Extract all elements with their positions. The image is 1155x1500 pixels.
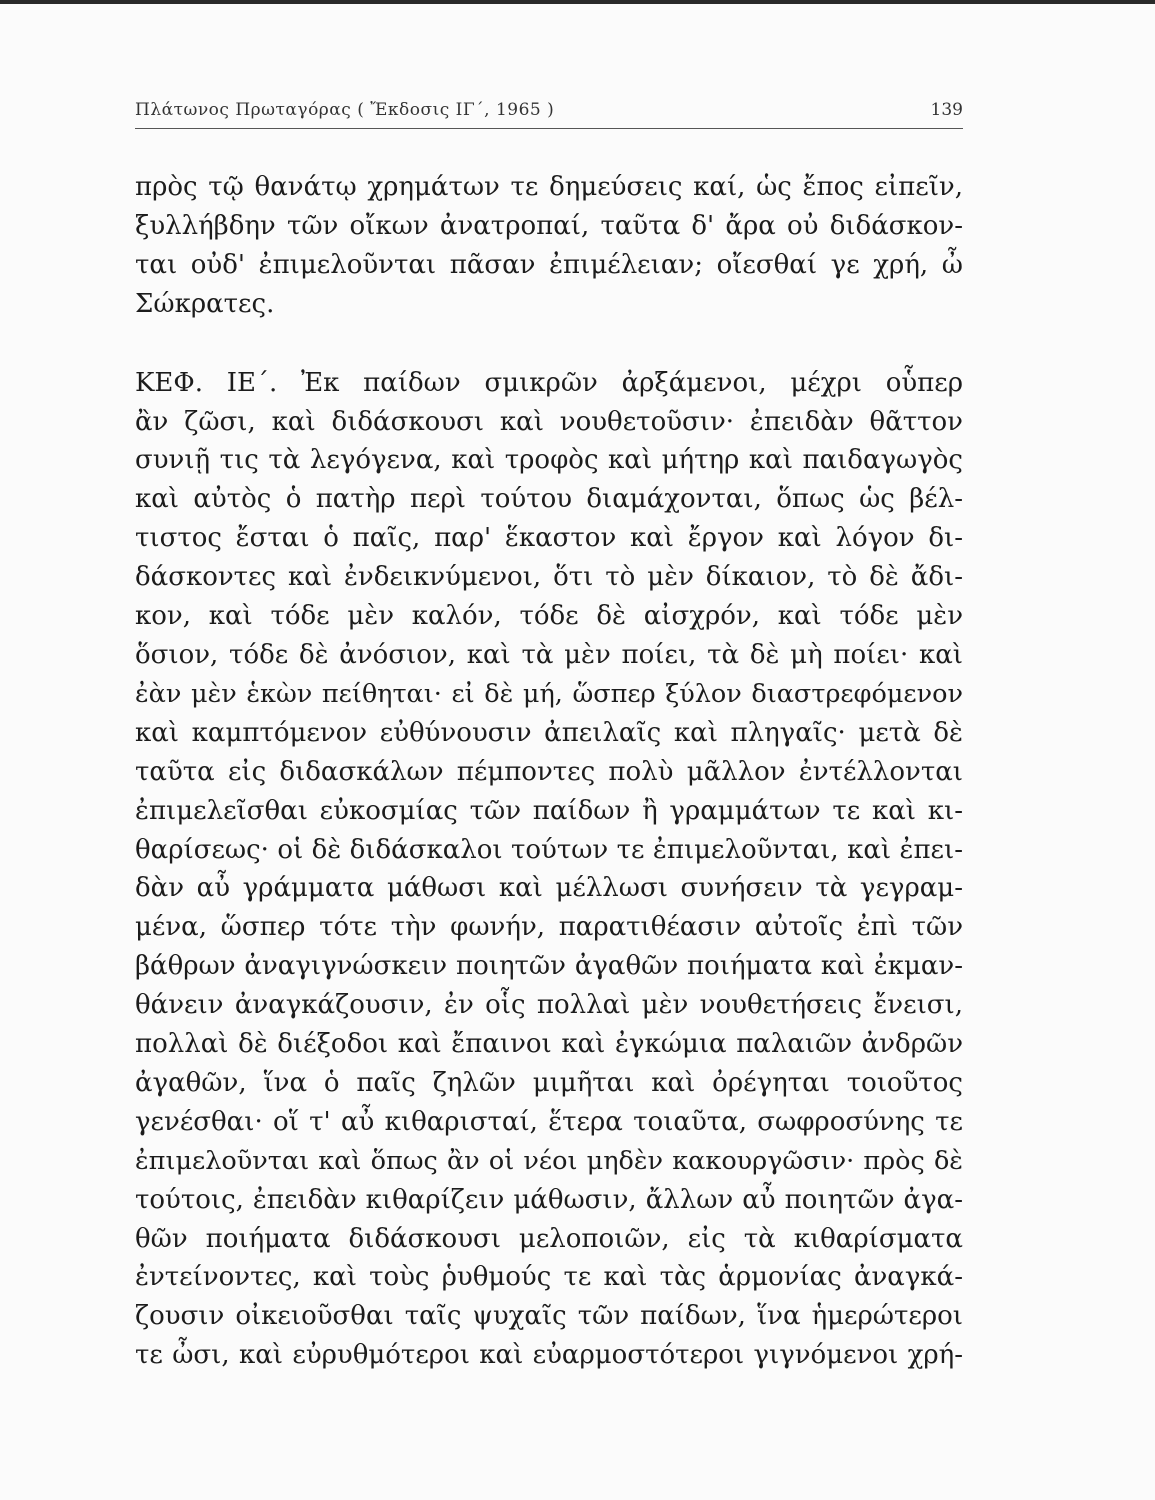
paragraph-1 (135, 168, 963, 324)
text-line: Σώκρατες. (135, 288, 275, 319)
text-line: ἐπιμελεῖσθαι εὐκοσμίας τῶν παίδων ἢ γραμμάτων τε καὶ κι- (135, 795, 963, 826)
text-line: γενέσθαι· οἵ τ' αὖ κιθαρισταί, ἕτερα τοιαῦτα, σωφροσύνης τε (135, 1106, 963, 1137)
text-line: ζουσιν οἰκειοῦσθαι ταῖς ψυχαῖς τῶν παίδων, ἵνα ἡμερώτεροι (135, 1301, 963, 1332)
text-line: τε ὦσι, καὶ εὐρυθμότεροι καὶ εὐαρμοστότεροι γιγνόμενοι χρή- (135, 1340, 963, 1371)
text-line: θῶν ποιήματα διδάσκουσι μελοποιῶν, εἰς τὰ κιθαρίσματα (135, 1223, 963, 1254)
header-rule (135, 128, 963, 129)
text-line: ταῦτα εἰς διδασκάλων πέμποντες πολὺ μᾶλλον ἐντέλλονται (135, 756, 963, 787)
page-header (135, 100, 963, 130)
top-edge-rule (0, 0, 1155, 4)
body-text (135, 168, 963, 1375)
text-line: πολλαὶ δὲ διέξοδοι καὶ ἔπαινοι καὶ ἐγκώμια παλαιῶν ἀνδρῶν (135, 1029, 963, 1060)
paragraph-gap (135, 324, 963, 364)
text-line: τούτοις, ἐπειδὰν κιθαρίζειν μάθωσιν, ἄλλων αὖ ποιητῶν ἀγα- (135, 1184, 963, 1215)
text-line: θαρίσεως· οἱ δὲ διδάσκαλοι τούτων τε ἐπιμελοῦνται, καὶ ἐπει- (135, 834, 963, 865)
text-line: καὶ καμπτόμενον εὐθύνουσιν ἀπειλαῖς καὶ πληγαῖς· μετὰ δὲ (135, 717, 963, 748)
text-line: ἂν ζῶσι, καὶ διδάσκουσι καὶ νουθετοῦσιν· ἐπειδὰν θᾶττον (135, 406, 963, 437)
text-line: βάθρων ἀναγιγνώσκειν ποιητῶν ἀγαθῶν ποιήματα καὶ ἐκμαν- (135, 951, 963, 982)
text-line: ται οὐδ' ἐπιμελοῦνται πᾶσαν ἐπιμέλειαν; οἴεσθαί γε χρή, ὦ (135, 249, 963, 280)
text-line: τιστος ἔσται ὁ παῖς, παρ' ἕκαστον καὶ ἔργον καὶ λόγον δι- (135, 523, 963, 554)
text-line: ἀγαθῶν, ἵνα ὁ παῖς ζηλῶν μιμῆται καὶ ὀρέγηται τοιοῦτος (135, 1067, 963, 1098)
text-line: ἐντείνοντες, καὶ τοὺς ῥυθμούς τε καὶ τὰς ἁρμονίας ἀναγκά- (135, 1262, 963, 1293)
text-line: κον, καὶ τόδε μὲν καλόν, τόδε δὲ αἰσχρόν, καὶ τόδε μὲν (135, 601, 963, 632)
text-line: πρὸς τῷ θανάτῳ χρημάτων τε δημεύσεις καί, ὡς ἔπος εἰπεῖν, (135, 172, 963, 202)
text-line: δάσκοντες καὶ ἐνδεικνύμενοι, ὅτι τὸ μὲν δίκαιον, τὸ δὲ ἄδι- (135, 562, 963, 593)
chapter-heading-line: ΚΕΦ. ΙΕ΄. Ἐκ παίδων σμικρῶν ἀρξάμενοι, μέχρι οὗπερ (135, 367, 963, 398)
text-line: ἐὰν μὲν ἑκὼν πείθηται· εἰ δὲ μή, ὥσπερ ξύλον διαστρεφόμενον (135, 678, 963, 709)
text-line: καὶ αὐτὸς ὁ πατὴρ περὶ τούτου διαμάχονται, ὅπως ὡς βέλ- (135, 484, 963, 515)
text-line: ξυλλήβδην τῶν οἴκων ἀνατροπαί, ταῦτα δ' ἄρα οὐ διδάσκον- (135, 210, 963, 241)
text-line: ἐπιμελοῦνται καὶ ὅπως ἂν οἱ νέοι μηδὲν κακουργῶσιν· πρὸς δὲ (135, 1145, 963, 1176)
text-line: δὰν αὖ γράμματα μάθωσι καὶ μέλλωσι συνήσειν τὰ γεγραμ- (135, 873, 963, 904)
paragraph-2 (135, 364, 963, 1376)
text-line: μένα, ὥσπερ τότε τὴν φωνήν, παρατιθέασιν αὐτοῖς ἐπὶ τῶν (135, 912, 963, 943)
text-line: ὅσιον, τόδε δὲ ἀνόσιον, καὶ τὰ μὲν ποίει, τὰ δὲ μὴ ποίει· καὶ (135, 639, 963, 670)
text-line: συνιῇ τις τὰ λεγόγενα, καὶ τροφὸς καὶ μήτηρ καὶ παιδαγωγὸς (135, 445, 963, 476)
page-number: 139 (930, 100, 963, 120)
text-line: θάνειν ἀναγκάζουσιν, ἐν οἷς πολλαὶ μὲν νουθετήσεις ἔνεισι, (135, 990, 963, 1021)
running-head: Πλάτωνος Πρωταγόρας ( Ἔκδοσις ΙΓ΄, 1965 ) (135, 100, 555, 120)
